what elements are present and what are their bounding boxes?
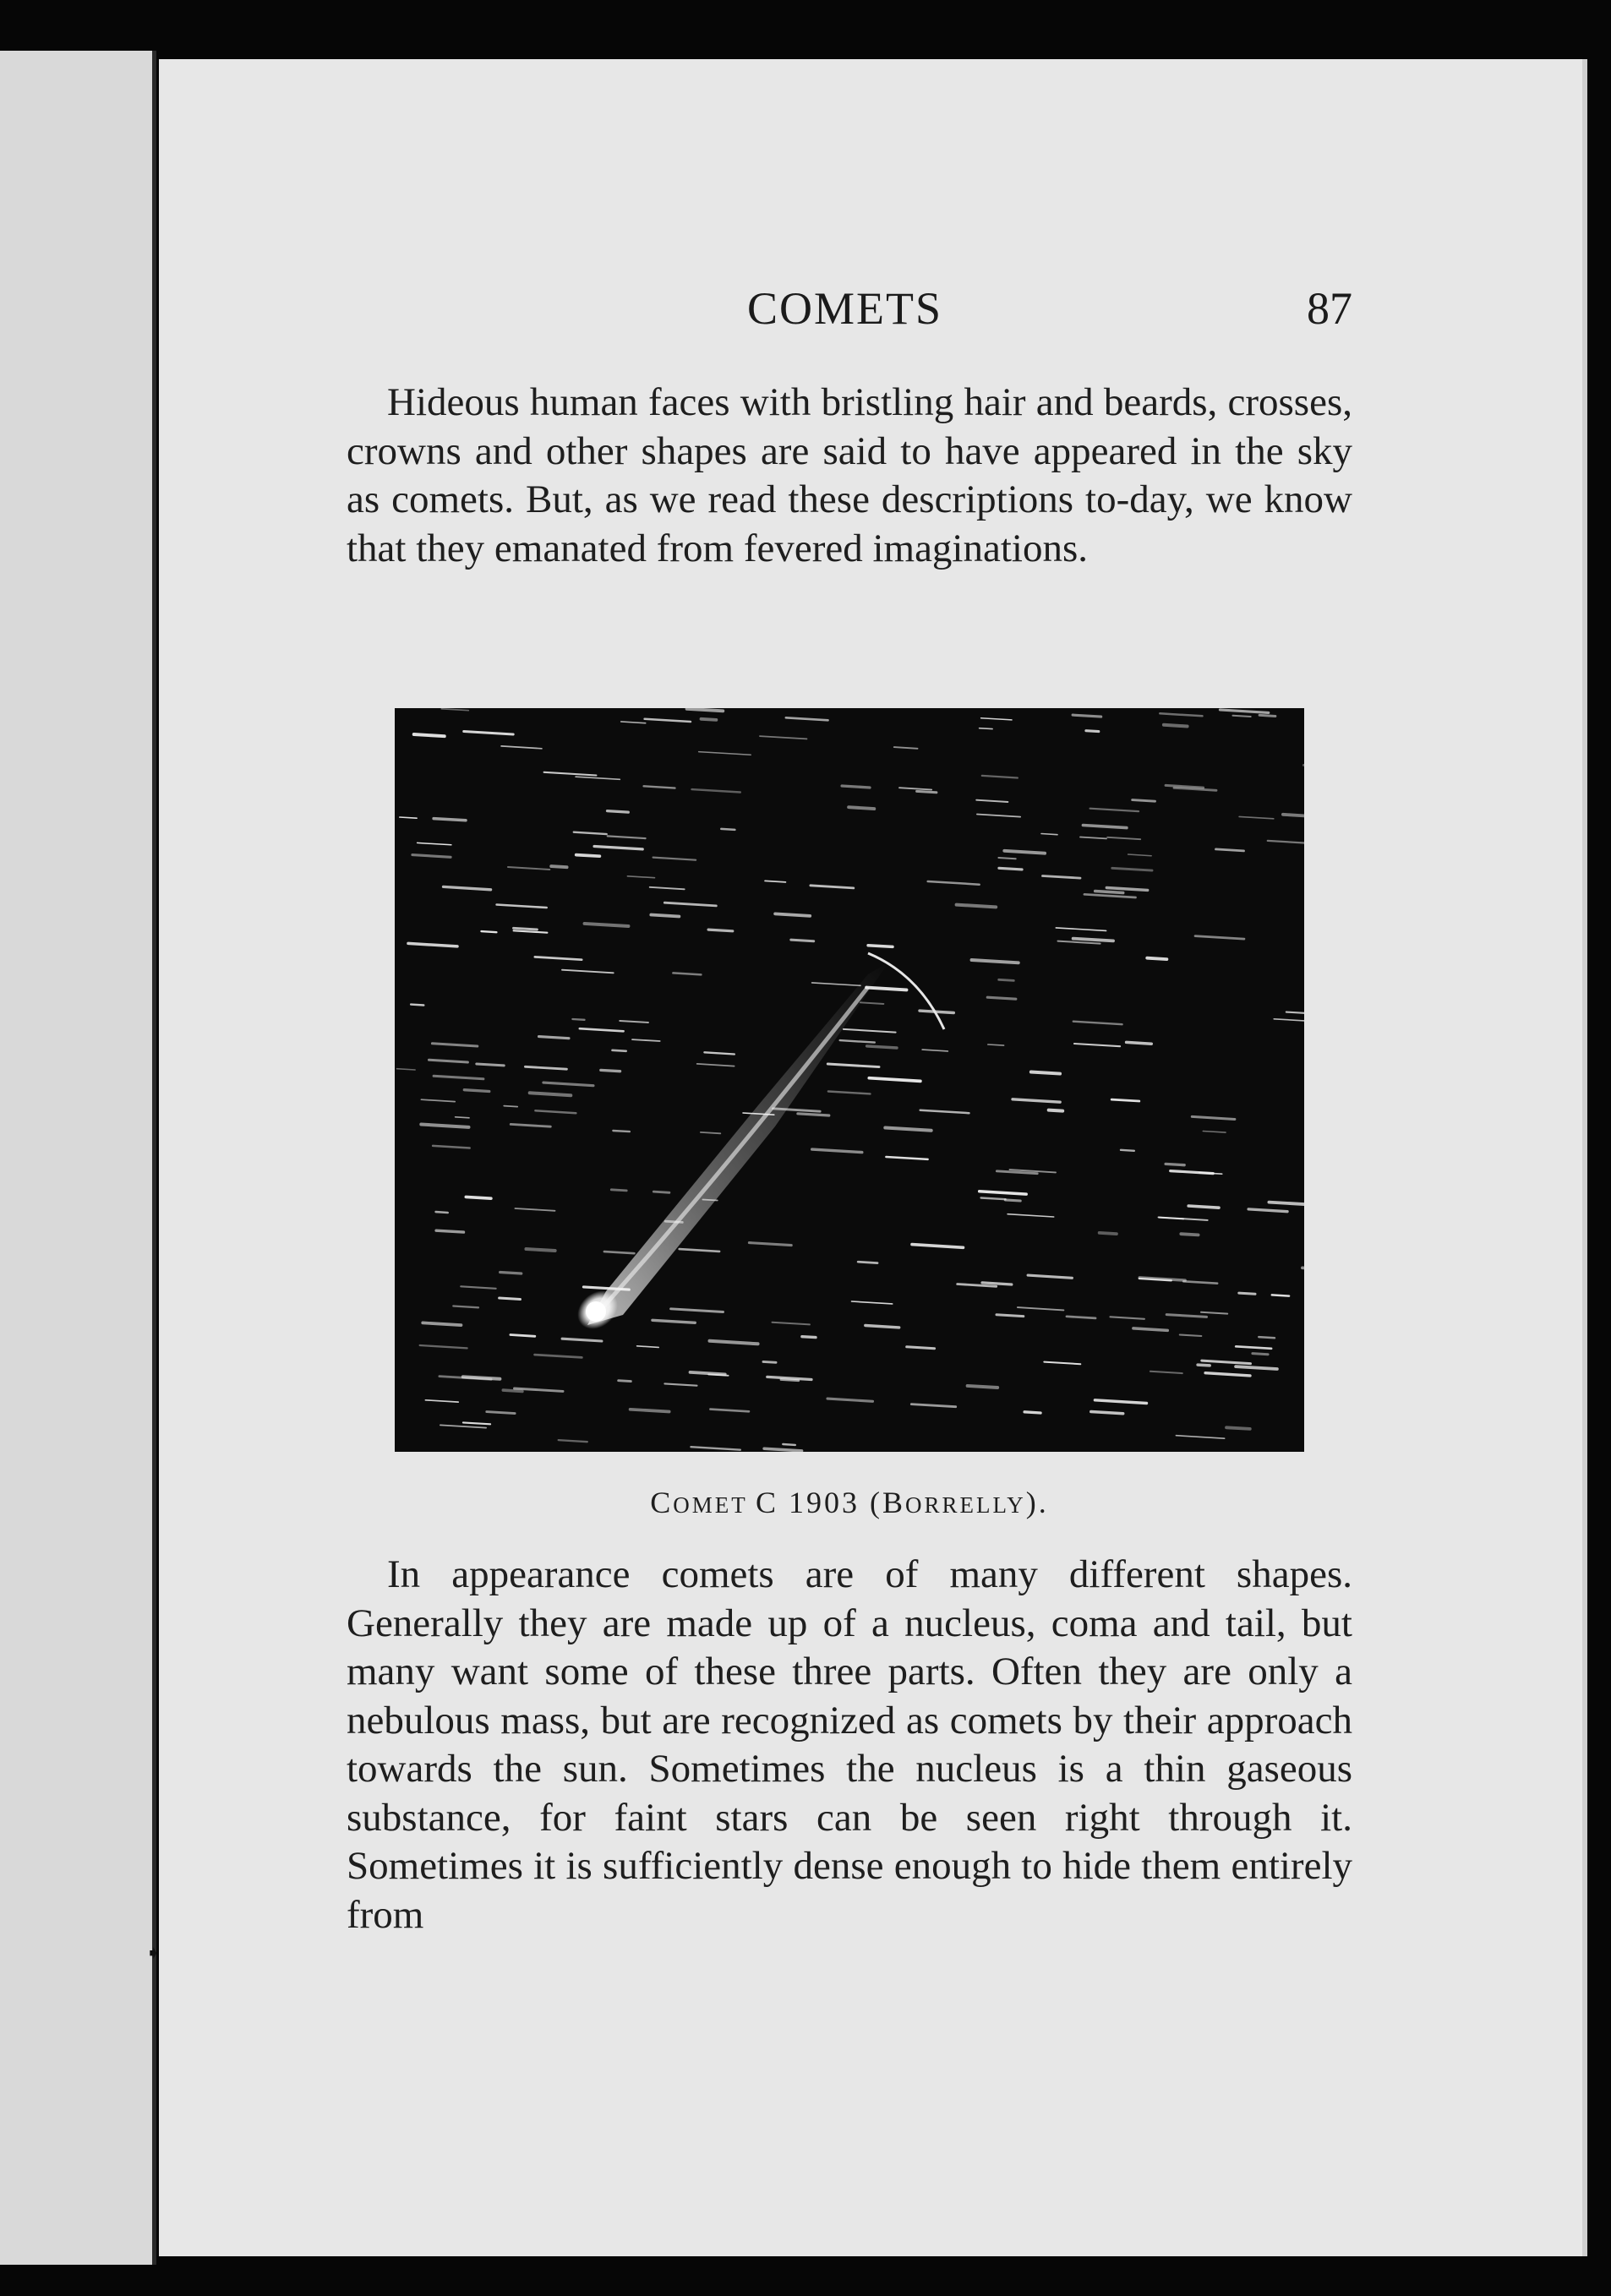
star-trail [1259, 1337, 1275, 1338]
star-trail [1095, 892, 1123, 893]
star-trail [783, 1444, 795, 1445]
star-trail [466, 1197, 491, 1198]
star-trail [504, 1106, 517, 1107]
star-trail [503, 1390, 522, 1391]
star-trail [775, 913, 810, 916]
figure-caption: COMET C 1903 (BORRELLY). [650, 1486, 1049, 1519]
star-trail [907, 1347, 935, 1349]
running-title: COMETS [747, 283, 943, 334]
star-trail [613, 1050, 626, 1051]
star-trail [982, 1283, 1012, 1284]
star-trail [917, 791, 937, 792]
star-trail [436, 1230, 463, 1232]
star-trail [436, 1212, 448, 1213]
star-trail [1127, 1042, 1152, 1044]
star-trail [576, 855, 600, 857]
star-trail [1100, 1233, 1117, 1234]
star-trail [613, 1131, 630, 1132]
star-trail [998, 858, 1015, 859]
star-trail [968, 1386, 998, 1388]
star-trail [1024, 1412, 1040, 1413]
star-trail [514, 928, 538, 930]
star-trail [411, 1005, 423, 1006]
star-trail [1233, 716, 1251, 717]
star-trail [867, 1046, 897, 1048]
star-trail [414, 734, 445, 736]
star-trail [477, 1064, 504, 1066]
star-trail [781, 1380, 799, 1381]
star-trail [791, 940, 814, 941]
star-trail [434, 819, 466, 821]
star-trail [1198, 1365, 1210, 1366]
star-trail [526, 1249, 554, 1251]
running-head [347, 279, 1352, 338]
star-trail [511, 1335, 535, 1337]
star-trail [980, 728, 993, 729]
star-trail [1216, 849, 1244, 851]
star-trail [1133, 800, 1155, 802]
star-trail [456, 1117, 469, 1118]
star-trail [1073, 715, 1101, 717]
star-trail [1188, 1206, 1219, 1208]
comet-photograph [395, 708, 1304, 1452]
star-trail [1121, 1150, 1134, 1151]
star-trail [849, 807, 874, 809]
star-trail [1259, 715, 1275, 716]
star-trail [601, 1070, 620, 1071]
star-trail [611, 1190, 626, 1191]
star-trail [721, 829, 735, 830]
star-trail [464, 1090, 489, 1092]
star-trail [651, 915, 679, 917]
page-right-edge [1582, 59, 1587, 2256]
paragraph-2: In appearance comets are of many different shapes. Generally they are made up of a nucleus, coma and tail, but many want some of these three parts. Often they are only a nebulous mass, but are recognized as comets by their approach towards the sun. Sometimes the nucleus is a thin gaseous substance, for faint stars can be seen right through it. Sometimes it is sufficiently dense enough to hide them entirely from [347, 1552, 1352, 1937]
star-trail [987, 997, 1016, 999]
paragraph-1: Hideous human faces with bristling hair and beards, crosses, crowns and other shapes are said to have appeared in the sky as comets. But, as we read these descriptions to-day, we know that they emanated from fevered imaginations. [347, 380, 1352, 570]
star-trail [500, 1273, 522, 1274]
star-trail [802, 1337, 816, 1338]
star-trail [988, 1044, 1004, 1045]
star-trail [608, 811, 629, 813]
star-trail [482, 931, 497, 932]
star-trail [842, 786, 870, 788]
star-trail [1239, 1293, 1255, 1294]
comet-nucleus-core [586, 1301, 606, 1322]
star-trail [1181, 1234, 1198, 1235]
star-trail [572, 1019, 584, 1020]
star-trail [463, 1377, 500, 1379]
star-trail [997, 1315, 1024, 1317]
star-trail [1111, 1099, 1139, 1101]
star-trail [1283, 815, 1304, 816]
star-trail [981, 1198, 1006, 1200]
facing-page-edge [0, 51, 154, 2265]
star-trail [1180, 1335, 1202, 1337]
star-trail [687, 709, 724, 712]
star-trail [708, 930, 733, 931]
star-trail [1253, 1354, 1268, 1355]
star-trail [619, 1381, 631, 1382]
star-trail [1091, 1412, 1123, 1414]
star-trail [858, 1262, 877, 1263]
star-trail-photo [395, 708, 1304, 1452]
star-trail [1226, 1427, 1250, 1429]
star-trail [1005, 1200, 1020, 1201]
star-trail [763, 1361, 776, 1362]
star-trail [487, 1412, 515, 1414]
star-trail [999, 979, 1014, 980]
star-trail [1269, 1203, 1304, 1205]
star-trail [500, 1298, 521, 1300]
star-trail [798, 1114, 829, 1115]
star-trail [539, 1037, 570, 1039]
page-number: 87 [1307, 283, 1352, 334]
star-trail [1133, 1328, 1167, 1331]
star-trail [1049, 1110, 1063, 1111]
star-trail [551, 866, 566, 867]
star-trail [1147, 958, 1166, 959]
star-trail [1086, 731, 1099, 732]
star-trail [691, 1372, 725, 1375]
star-trail [1031, 1072, 1060, 1074]
star-trail [999, 868, 1022, 870]
star-trail [702, 719, 717, 720]
star-trail [1164, 725, 1188, 727]
star-trail [868, 946, 893, 947]
binding-gutter [152, 51, 156, 2265]
star-trail [866, 1326, 899, 1328]
star-trail [957, 905, 997, 908]
margin-arrow-mark: ➧ [145, 1943, 161, 1964]
